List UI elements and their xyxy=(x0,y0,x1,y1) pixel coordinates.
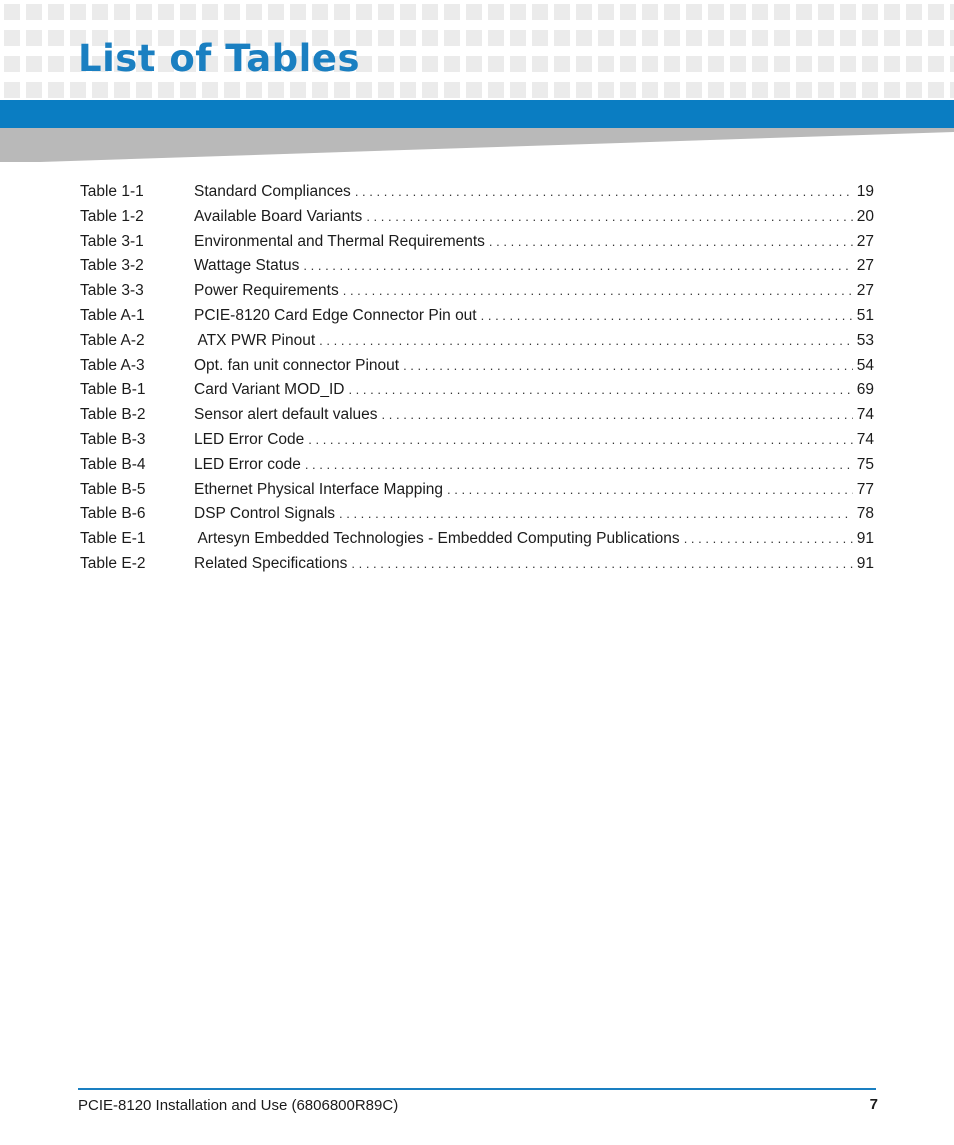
toc-entry-number: Table E-2 xyxy=(80,554,146,572)
toc-entry[interactable] xyxy=(80,456,874,481)
toc-entry-leader xyxy=(351,556,852,571)
toc-entry-title: Related Specifications xyxy=(194,555,351,573)
toc-entry-leader xyxy=(447,482,853,497)
toc-entry-title: LED Error Code xyxy=(194,431,308,449)
toc-entry-number: Table B-6 xyxy=(80,505,146,523)
toc-entry[interactable] xyxy=(80,282,874,307)
toc-entry-page: 75 xyxy=(856,455,874,473)
toc-entry-number: Table B-4 xyxy=(80,455,146,473)
toc-entry-page: 74 xyxy=(856,430,874,448)
toc-entry-leader xyxy=(481,308,853,323)
toc-entry-title: Artesyn Embedded Technologies - Embedded Computing Publications xyxy=(194,530,684,548)
toc-entry[interactable] xyxy=(80,406,874,431)
toc-entry-title: Environmental and Thermal Requirements xyxy=(194,233,489,251)
toc-entry-title: Card Variant MOD_ID xyxy=(194,381,348,399)
toc-entry-number: Table A-3 xyxy=(80,356,145,374)
toc-entry-number: Table 3-1 xyxy=(80,232,144,250)
footer-page-number: 7 xyxy=(869,1096,878,1113)
list-of-tables xyxy=(80,183,874,580)
toc-entry-title: ATX PWR Pinout xyxy=(194,332,319,350)
toc-entry-page: 91 xyxy=(856,530,874,548)
toc-entry-number: Table E-1 xyxy=(80,530,146,548)
toc-entry-page: 69 xyxy=(856,381,874,399)
toc-entry-number: Table 3-2 xyxy=(80,257,144,275)
toc-entry-number: Table A-1 xyxy=(80,306,145,324)
toc-entry[interactable] xyxy=(80,233,874,258)
toc-entry-leader xyxy=(684,531,853,546)
toc-entry-leader xyxy=(319,333,853,348)
toc-entry[interactable] xyxy=(80,505,874,530)
toc-entry-title: Opt. fan unit connector Pinout xyxy=(194,357,403,375)
toc-entry-title: DSP Control Signals xyxy=(194,505,339,523)
toc-entry-leader xyxy=(355,184,853,199)
toc-entry-title: Standard Compliances xyxy=(194,183,355,201)
toc-entry-leader xyxy=(348,382,852,397)
toc-entry-number: Table 1-1 xyxy=(80,183,144,200)
toc-entry-number: Table 1-2 xyxy=(80,207,144,225)
toc-entry-leader xyxy=(489,234,853,249)
page-title: List of Tables xyxy=(78,37,360,80)
toc-entry-page: 53 xyxy=(856,331,874,349)
toc-entry-page: 20 xyxy=(856,207,874,225)
toc-entry-title: Sensor alert default values xyxy=(194,406,382,424)
toc-entry-number: Table B-3 xyxy=(80,430,146,448)
toc-entry-title: LED Error code xyxy=(194,456,305,474)
toc-entry[interactable] xyxy=(80,208,874,233)
toc-entry-leader xyxy=(308,432,852,447)
toc-entry[interactable] xyxy=(80,481,874,506)
toc-entry-number: Table B-5 xyxy=(80,480,146,498)
toc-entry-page: 77 xyxy=(856,480,874,498)
toc-entry-page: 74 xyxy=(856,406,874,424)
toc-entry-title: Ethernet Physical Interface Mapping xyxy=(194,481,447,499)
header-wedge xyxy=(0,128,954,164)
toc-entry-number: Table B-2 xyxy=(80,406,146,424)
toc-entry[interactable] xyxy=(80,431,874,456)
toc-entry[interactable] xyxy=(80,381,874,406)
toc-entry-title: PCIE-8120 Card Edge Connector Pin out xyxy=(194,307,481,325)
footer-rule xyxy=(78,1088,876,1090)
toc-entry[interactable] xyxy=(80,257,874,282)
toc-entry-leader xyxy=(305,457,853,472)
toc-entry-leader xyxy=(366,209,852,224)
toc-entry[interactable] xyxy=(80,307,874,332)
toc-entry-number: Table B-1 xyxy=(80,381,146,399)
toc-entry-title: Wattage Status xyxy=(194,257,303,275)
header-band xyxy=(0,100,954,128)
toc-entry-title: Power Requirements xyxy=(194,282,343,300)
toc-entry-page: 27 xyxy=(856,282,874,300)
toc-entry-page: 78 xyxy=(856,505,874,523)
toc-entry[interactable] xyxy=(80,332,874,357)
toc-entry-page: 54 xyxy=(856,356,874,374)
toc-entry-page: 91 xyxy=(856,554,874,572)
toc-entry-leader xyxy=(339,506,853,521)
toc-entry-leader xyxy=(382,407,853,422)
toc-entry-number: Table 3-3 xyxy=(80,282,144,300)
toc-entry[interactable] xyxy=(80,530,874,555)
toc-entry[interactable] xyxy=(80,555,874,580)
footer-document-title: PCIE-8120 Installation and Use (6806800R89C) xyxy=(78,1097,399,1114)
toc-entry-leader xyxy=(403,358,853,373)
toc-entry-title: Available Board Variants xyxy=(194,208,366,226)
toc-entry-page: 51 xyxy=(856,306,874,324)
toc-entry-page: 27 xyxy=(856,232,874,250)
toc-entry-page: 19 xyxy=(856,183,874,200)
toc-entry[interactable] xyxy=(80,357,874,382)
toc-entry-page: 27 xyxy=(856,257,874,275)
toc-entry[interactable] xyxy=(80,183,874,208)
toc-entry-leader xyxy=(303,258,852,273)
toc-entry-leader xyxy=(343,283,853,298)
toc-entry-number: Table A-2 xyxy=(80,331,145,349)
